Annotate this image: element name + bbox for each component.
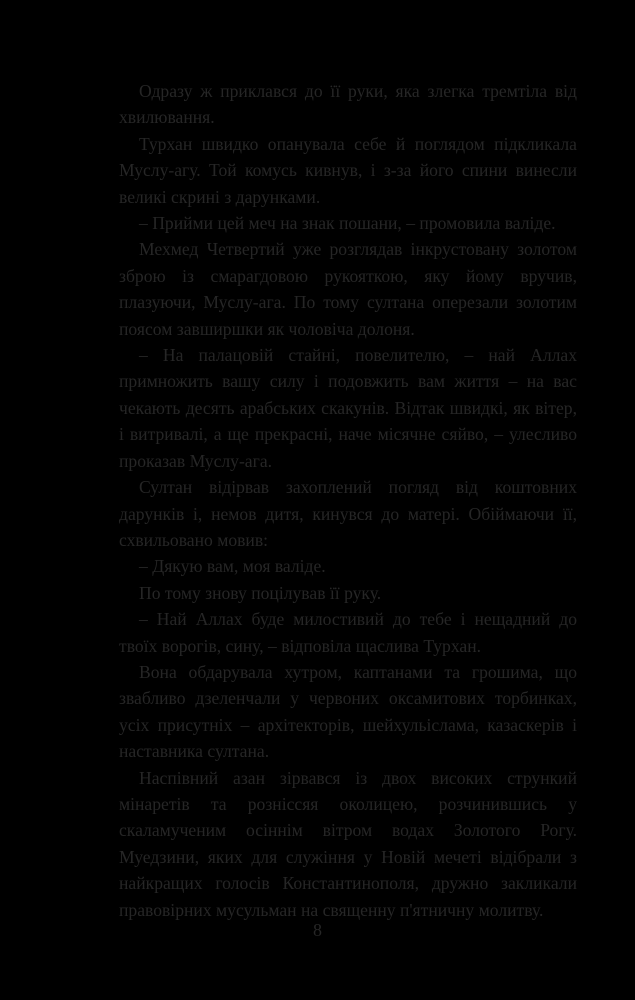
paragraph: По тому знову поцілував її руку. (139, 582, 382, 603)
paragraph: Наспівний азан зірвався із двох високих стрункий мінаретів та розніссяя околицею, розчинившись у скаламученим осіннім вітром водах Золотого Рогу. Муедзини, яких для служіння у Новій мечеті відібрали з найкращих голосів Константинополя, дружно закликали правовірних мусульман на священну п'ятничну молитву. (119, 767, 577, 920)
paragraph: Султан відірвав захоплений погляд від коштовних дарунків і, немов дитя, кинувся до матері. Обіймаючи її, схвильовано мовив: (119, 477, 577, 550)
paragraph: Одразу ж приклався до її руки, яка злегка тремтіла від хвилювання. (119, 81, 577, 128)
paragraph: – Дякую вам, моя валіде. (139, 556, 326, 577)
page-number: 8 (313, 920, 322, 940)
paragraph: – На палацовій стайні, повелителю, – най Аллах примножить вашу силу і подовжить вам життя – на вас чекають десять арабських скакунів. Відтак швидкі, як вітер, і витривалі, а ще прекрасні, наче місячне сяйво, – улесливо проказав Муслу-ага. (119, 345, 577, 471)
body-text (119, 78, 577, 923)
paragraph: – Най Аллах буде милостивий до тебе і нещадний до твоїх ворогів, сину, – відповіла щаслива Турхан. (119, 609, 577, 656)
paragraph: Турхан швидко опанувала себе й поглядом підкликала Муслу-агу. Той комусь кивнув, і з-за його спини винесли великі скрині з дарунками. (119, 133, 577, 207)
paragraph: Мехмед Четвертий уже розглядав інкрустовану золотом зброю із смарагдовою рукояткою, яку йому вручив, плазуючи, Муслу-ага. По тому султана оперезали золотим поясом завширшки як чоловіча долоня. (119, 239, 577, 339)
paragraph: – Прийми цей меч на знак пошани, – промовила валіде. (139, 213, 556, 234)
paragraph: Вона обдарувала хутром, каптанами та грошима, що звабливо дзеленчали у червоних оксамитових торбинках, усіх присутніх – архітекторів, шейхульіслама, казаскерів і наставника султана. (119, 661, 577, 762)
